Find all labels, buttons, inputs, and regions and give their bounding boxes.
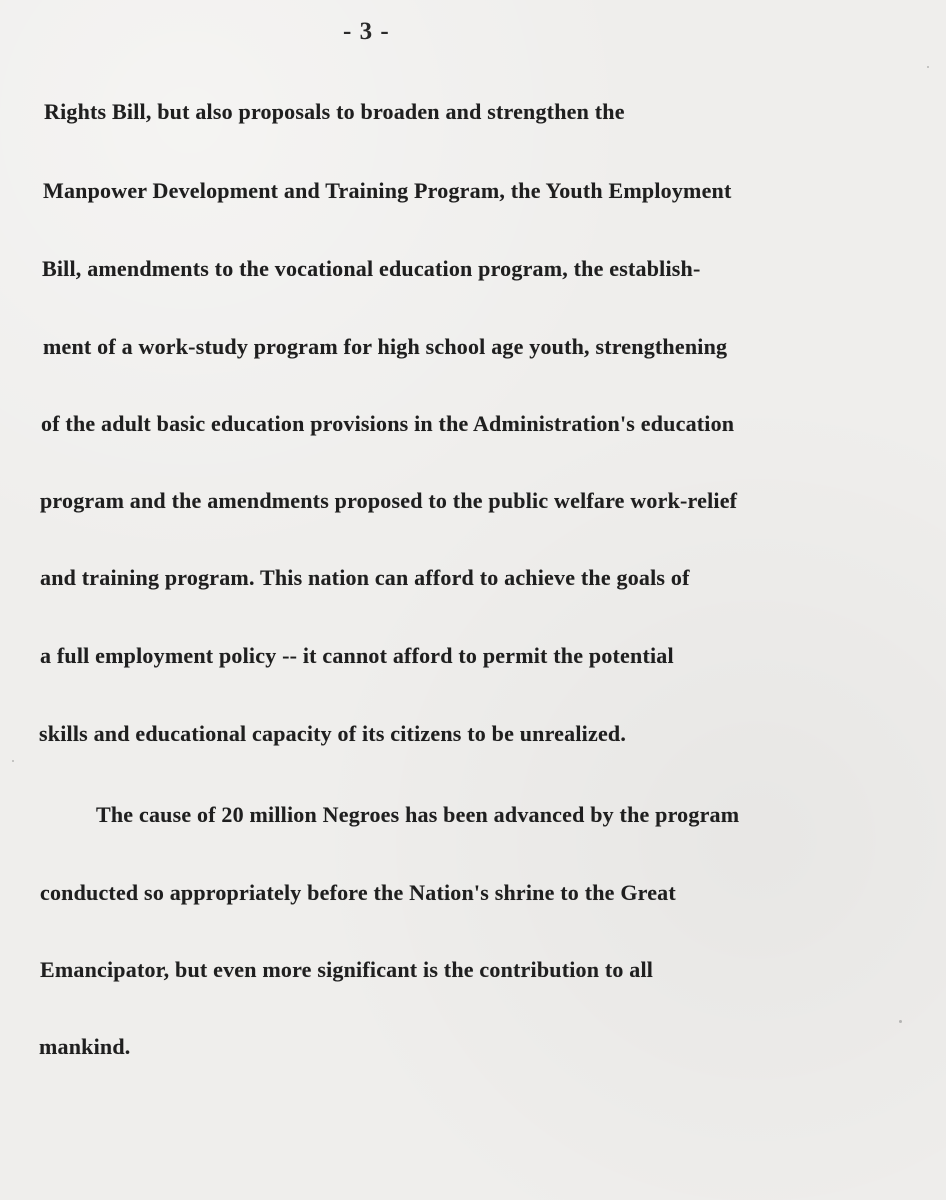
text-line: program and the amendments proposed to the public welfare work-relief	[40, 488, 738, 513]
paper-speck	[927, 66, 929, 68]
text-line: Bill, amendments to the vocational education program, the establish-	[42, 256, 701, 281]
page-number: - 3 -	[343, 18, 390, 45]
paper-speck	[899, 1020, 902, 1023]
paragraph-start-line: The cause of 20 million Negroes has been advanced by the program	[96, 802, 740, 827]
text-line: Manpower Development and Training Program, the Youth Employment	[43, 178, 732, 203]
text-line: Rights Bill, but also proposals to broaden and strengthen the	[44, 99, 625, 124]
text-line: and training program. This nation can afford to achieve the goals of	[40, 565, 690, 590]
text-line: ment of a work-study program for high school age youth, strengthening	[43, 334, 728, 359]
text-line: skills and educational capacity of its citizens to be unrealized.	[39, 721, 627, 746]
text-line: conducted so appropriately before the Nation's shrine to the Great	[40, 880, 676, 905]
text-line: a full employment policy -- it cannot afford to permit the potential	[40, 643, 674, 668]
text-line: of the adult basic education provisions in the Administration's education	[41, 411, 735, 436]
paper-speck	[12, 760, 14, 762]
text-line: Emancipator, but even more significant is the contribution to all	[40, 957, 654, 982]
text-line: mankind.	[39, 1034, 131, 1059]
